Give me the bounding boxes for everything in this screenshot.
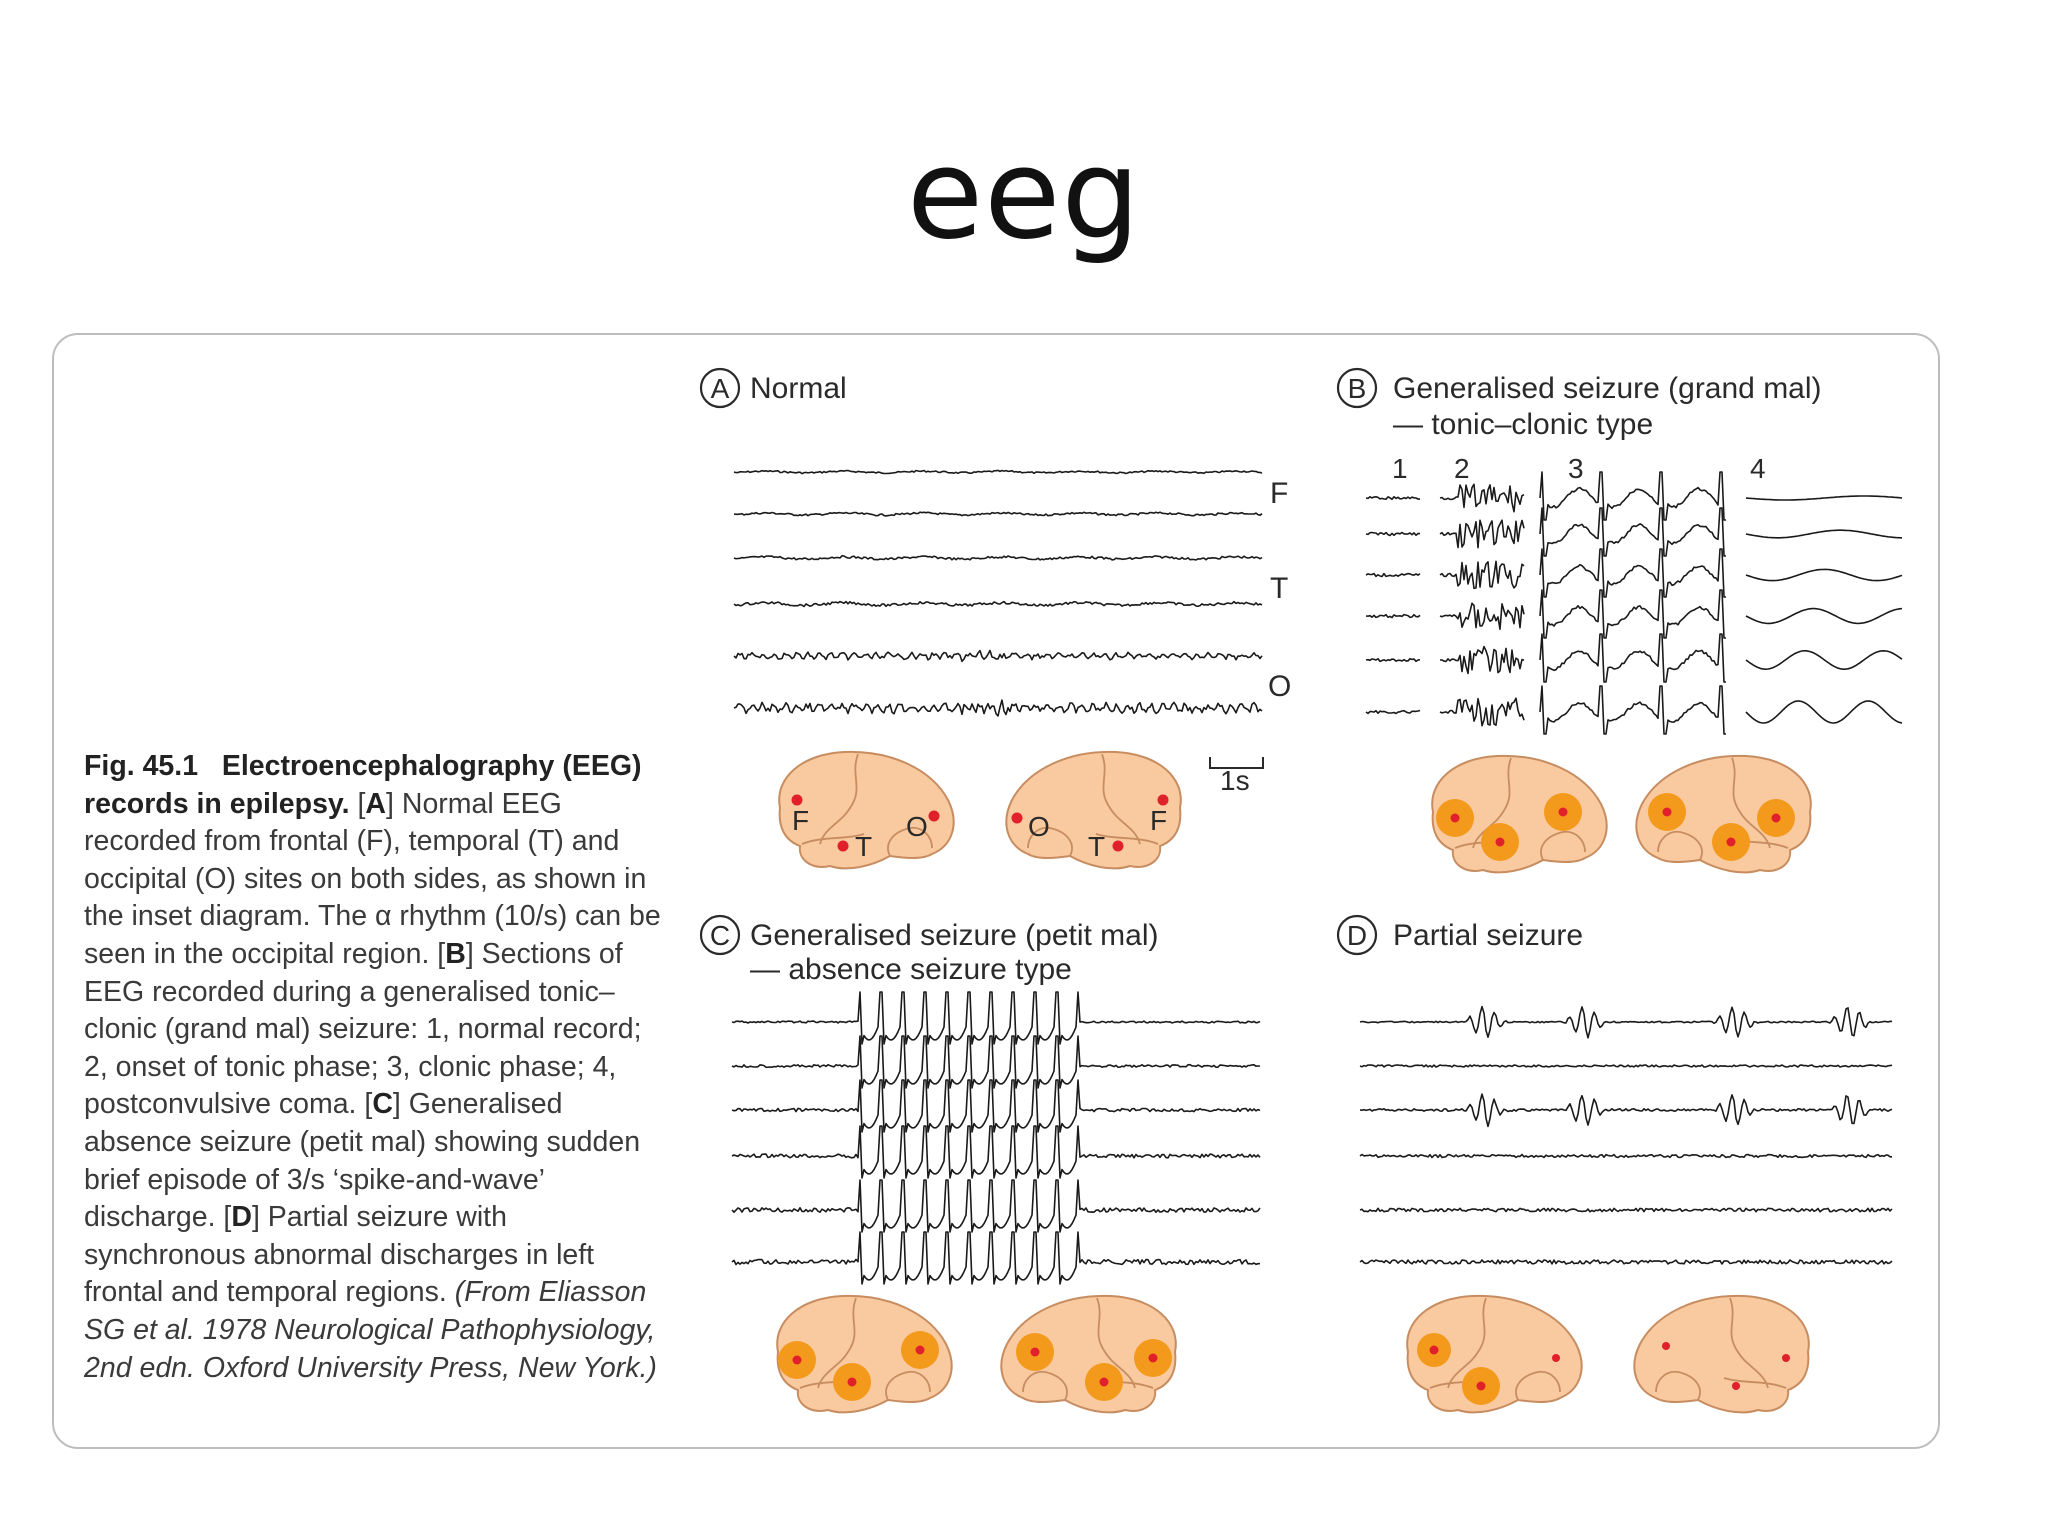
caption-fig-label: Fig. 45.1 (84, 750, 199, 782)
eeg-trace-b4-6 (1746, 701, 1902, 723)
eeg-trace-a-5 (734, 651, 1262, 662)
eeg-trace-a-3 (734, 556, 1262, 560)
panel-d-letter: D (1346, 920, 1368, 951)
channel-label-t: T (1270, 572, 1289, 605)
eeg-trace-a-1 (734, 470, 1262, 473)
eeg-trace-b2-3 (1440, 561, 1524, 588)
caption-text-c: Generalised absence seizure (petit mal) showing sudden brief episode of 3/s ‘spike-and-wave’ discharge. (84, 1088, 641, 1234)
caption-ref-a: A (365, 787, 387, 820)
brain-a-left-label-f: F (792, 805, 810, 836)
eeg-trace-c-2 (732, 1036, 1260, 1088)
eeg-trace-b1-4 (1366, 615, 1420, 618)
eeg-trace-a-4 (734, 602, 1262, 607)
brain-diagram-c-right (1001, 1296, 1175, 1413)
panel-b-traces (1366, 472, 1902, 734)
eeg-trace-b1-2 (1366, 533, 1420, 536)
brain-a-right-label-t: T (1088, 831, 1106, 862)
eeg-trace-a-2 (734, 512, 1262, 516)
caption-fig-title: Electroencephalography (EEG) records in epilepsy. (84, 750, 642, 820)
brain-a-left-label-o: O (906, 811, 928, 842)
eeg-trace-b2-6 (1440, 698, 1524, 726)
eeg-trace-a-6 (734, 700, 1262, 716)
panel-a-letter: A (710, 373, 730, 404)
panel-c-letter: C (709, 920, 731, 951)
eeg-trace-d-5 (1360, 1208, 1892, 1211)
channel-label-f: F (1270, 477, 1289, 510)
channel-label-o: O (1268, 670, 1292, 703)
panel-a (701, 369, 1291, 868)
brain-diagram-b-left (1432, 756, 1606, 873)
eeg-trace-d-1 (1360, 1007, 1892, 1038)
eeg-trace-b1-1 (1366, 497, 1420, 500)
phase-label-4: 4 (1750, 453, 1766, 484)
eeg-trace-b4-4 (1746, 609, 1902, 624)
caption-reference: (From Eliasson SG et al. 1978 Neurological Pathophysiology, 2nd edn. Oxford University Press, New York.) (84, 1276, 657, 1384)
slide-title: eeg (906, 123, 1142, 267)
phase-label-3: 3 (1568, 453, 1584, 484)
eeg-trace-b1-6 (1366, 711, 1420, 714)
eeg-trace-b2-2 (1440, 520, 1524, 548)
brain-diagram-a-left (779, 752, 953, 869)
figure-caption: Fig. 45.1 Electroencephalography (EEG) records in epilepsy. [A] Normal EEG recorded from frontal (F), temporal (T) and occipital (O) sites on both sides, as shown in the inset diagram. The α rhythm (10/s) can be seen in the occipital region. [B] Sections of EEG recorded during a generalised tonic–clonic (grand mal) seizure: 1, normal record; 2, onset of tonic phase; 3, clonic phase; 4, postconvulsive coma. [C] Generalised absence seizure (petit mal) showing sudden brief episode of 3/s ‘spike-and-wave’ discharge. [D] Partial seizure with synchronous abnormal discharges in left frontal and temporal regions. (From Eliasson SG et al. 1978 Neurological Pathophysiology, 2nd edn. Oxford University Press, New York.) (84, 750, 661, 1384)
eeg-trace-b1-3 (1366, 574, 1420, 577)
panel-c-traces (732, 992, 1260, 1284)
eeg-trace-b3-5 (1540, 634, 1726, 682)
panel-b-title-line1: Generalised seizure (grand mal) (1393, 372, 1822, 405)
eeg-trace-b3-4 (1540, 590, 1726, 638)
panel-b-title-line2: — tonic–clonic type (1393, 408, 1654, 441)
brain-diagram-c-left (777, 1296, 951, 1413)
brain-diagram-b-right (1636, 756, 1810, 873)
eeg-trace-b3-2 (1540, 508, 1726, 556)
brain-diagram-a-right (1006, 752, 1180, 869)
brain-a-right-label-o: O (1028, 811, 1050, 842)
panel-c-title-line1: Generalised seizure (petit mal) (750, 919, 1159, 952)
eeg-trace-c-6 (732, 1232, 1260, 1284)
panel-a-traces (734, 470, 1262, 716)
panel-c-title-line2: — absence seizure type (750, 953, 1072, 986)
caption-ref-b: B (445, 937, 466, 970)
brain-diagram-d-left (1407, 1296, 1581, 1413)
eeg-trace-b4-3 (1746, 569, 1902, 580)
eeg-trace-b3-3 (1540, 549, 1726, 597)
panel-b (1338, 369, 1902, 872)
panel-b-letter: B (1347, 373, 1367, 404)
eeg-trace-d-6 (1360, 1260, 1892, 1264)
eeg-trace-b3-6 (1540, 686, 1726, 734)
brain-a-left-label-t: T (855, 831, 873, 862)
panel-d (1338, 916, 1892, 1412)
caption-text-d: Partial seizure with synchronous abnormal discharges in left frontal and temporal regions. (84, 1201, 595, 1309)
caption-text-a: Normal EEG recorded from frontal (F), temporal (T) and occipital (O) sites on both sides, as shown in the inset diagram. The α rhythm (10/s) can be seen in the occipital region. (84, 787, 661, 970)
scale-bar-label: 1s (1220, 765, 1250, 796)
eeg-trace-b2-4 (1440, 603, 1524, 629)
eeg-trace-d-4 (1360, 1155, 1892, 1158)
caption-ref-c: C (372, 1088, 393, 1121)
eeg-trace-c-4 (732, 1126, 1260, 1178)
brain-a-right-label-f: F (1150, 805, 1168, 836)
eeg-trace-d-3 (1360, 1094, 1892, 1126)
eeg-trace-b1-5 (1366, 659, 1420, 662)
caption-text-b: Sections of EEG recorded during a generalised tonic–clonic (grand mal) seizure: 1, normal record; 2, onset of tonic phase; 3, clonic phase; 4, postconvulsive coma. (84, 937, 642, 1121)
eeg-trace-b2-1 (1440, 484, 1524, 511)
eeg-trace-b4-2 (1746, 530, 1902, 538)
phase-label-2: 2 (1454, 453, 1470, 484)
eeg-trace-b4-1 (1746, 496, 1902, 500)
brain-diagram-d-right (1634, 1296, 1808, 1413)
eeg-trace-b2-5 (1440, 647, 1524, 674)
eeg-trace-b4-5 (1746, 651, 1902, 669)
phase-label-1: 1 (1392, 453, 1408, 484)
panel-c (701, 916, 1260, 1412)
eeg-trace-d-2 (1360, 1065, 1892, 1067)
eeg-trace-c-3 (732, 1080, 1260, 1132)
caption-ref-d: D (231, 1201, 252, 1234)
panel-d-traces (1360, 1007, 1892, 1264)
eeg-trace-c-5 (732, 1180, 1260, 1232)
panel-d-title: Partial seizure (1393, 919, 1584, 952)
panel-a-title: Normal (750, 372, 847, 405)
eeg-trace-c-1 (732, 992, 1260, 1044)
